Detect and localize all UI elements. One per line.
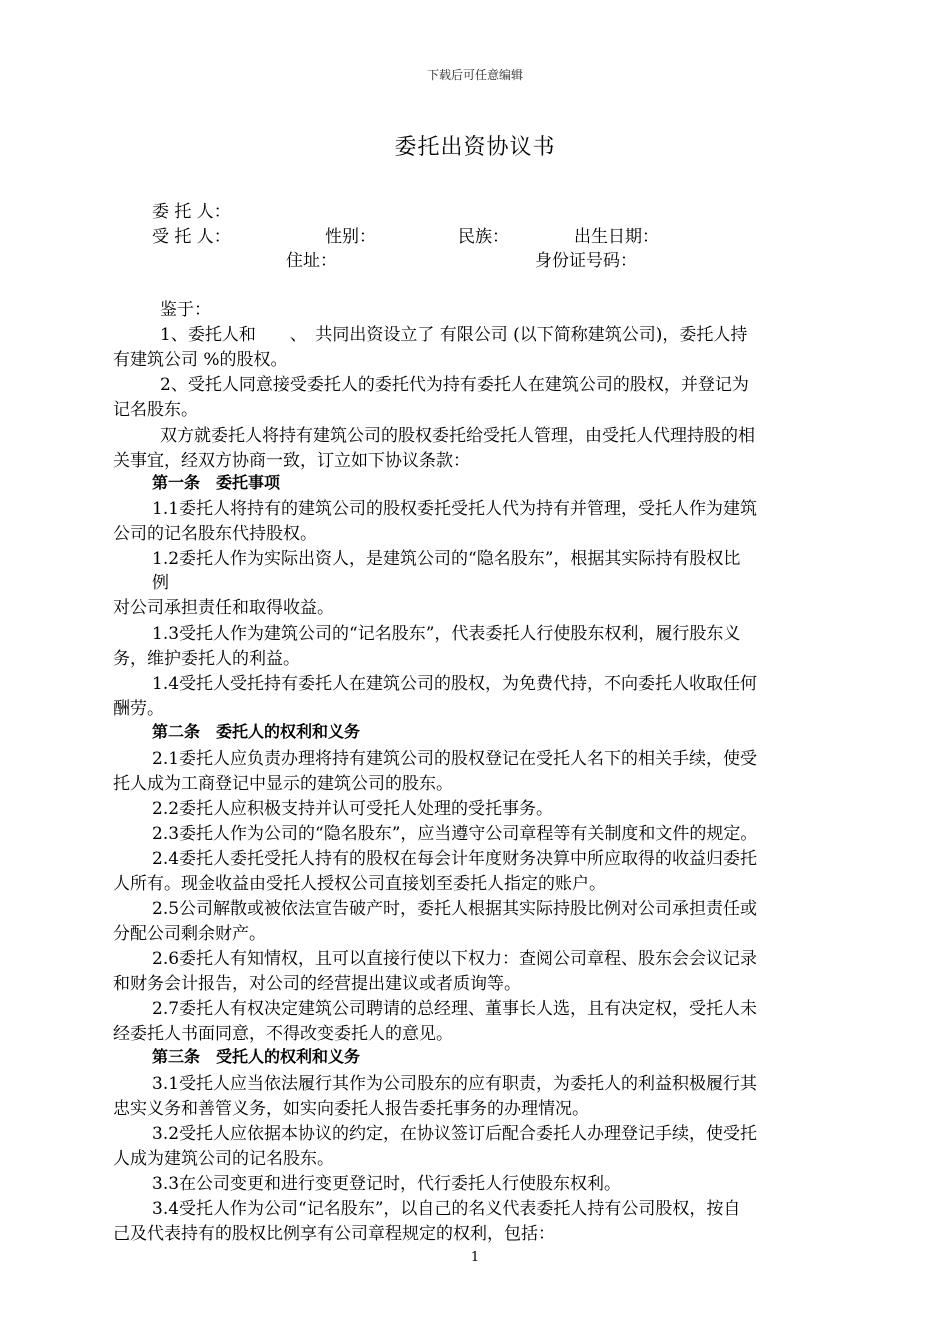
party-a-label: 委 托 人： bbox=[152, 202, 231, 222]
body-line: 人成为建筑公司的记名股东。 bbox=[113, 1149, 334, 1169]
body-line: 记名股东。 bbox=[113, 400, 198, 420]
body-line: 1、委托人和 、 共同出资设立了 有限公司 (以下简称建筑公司)，委托人持 bbox=[160, 325, 748, 345]
page-number: 1 bbox=[470, 1250, 480, 1265]
article-3-heading: 第三条 受托人的权利和义务 bbox=[152, 1047, 361, 1066]
birth-date-label: 出生日期： bbox=[574, 227, 659, 247]
gender-label: 性别： bbox=[325, 227, 376, 247]
body-line: 例 bbox=[152, 573, 169, 593]
body-line: 2.6委托人有知情权，且可以直接行使以下权力：查阅公司章程、股东会会议记录 bbox=[152, 949, 758, 969]
ethnicity-label: 民族： bbox=[458, 227, 509, 247]
body-line: 经委托人书面同意，不得改变委托人的意见。 bbox=[113, 1024, 453, 1044]
body-line: 对公司承担责任和取得收益。 bbox=[113, 598, 334, 618]
body-line: 人所有。现金收益由受托人授权公司直接划至委托人指定的账户。 bbox=[113, 874, 606, 894]
body-line: 分配公司剩余财产。 bbox=[113, 924, 266, 944]
article-1-heading: 第一条 委托事项 bbox=[152, 473, 281, 492]
body-line: 托人成为工商登记中显示的建筑公司的股东。 bbox=[113, 774, 453, 794]
body-line: 1.1委托人将持有的建筑公司的股权委托受托人代为持有并管理，受托人作为建筑 bbox=[152, 499, 758, 519]
body-line: 己及代表持有的股权比例享有公司章程规定的权利，包括： bbox=[113, 1224, 555, 1244]
body-line: 3.4受托人作为公司“记名股东”，以自己的名义代表委托人持有公司股权，按自 bbox=[152, 1199, 741, 1219]
party-b-label: 受 托 人： bbox=[152, 227, 231, 247]
body-line: 1.2委托人作为实际出资人，是建筑公司的“隐名股东”，根据其实际持有股权比 bbox=[152, 549, 741, 569]
id-number-label: 身份证号码： bbox=[535, 251, 637, 271]
whereas-label: 鉴于： bbox=[160, 300, 211, 320]
body-line: 2.3委托人作为公司的“隐名股东”，应当遵守公司章程等有关制度和文件的规定。 bbox=[152, 824, 758, 844]
body-line: 1.3受托人作为建筑公司的“记名股东”，代表委托人行使股东权利，履行股东义 bbox=[152, 624, 741, 644]
address-label: 住址： bbox=[286, 251, 337, 271]
body-line: 2.7委托人有权决定建筑公司聘请的总经理、董事长人选，且有决定权，受托人未 bbox=[152, 999, 758, 1019]
body-line: 3.2受托人应依据本协议的约定，在协议签订后配合委托人办理登记手续，使受托 bbox=[152, 1124, 758, 1144]
page-header-note: 下载后可任意编辑 bbox=[426, 68, 523, 82]
body-line: 务，维护委托人的利益。 bbox=[113, 649, 300, 669]
body-line: 3.1受托人应当依法履行其作为公司股东的应有职责，为委托人的利益积极履行其 bbox=[152, 1074, 758, 1094]
body-line: 公司的记名股东代持股权。 bbox=[113, 524, 317, 544]
body-line: 3.3在公司变更和进行变更登记时，代行委托人行使股东权利。 bbox=[152, 1174, 622, 1194]
body-line: 关事宜，经双方协商一致，订立如下协议条款： bbox=[113, 451, 470, 471]
article-2-heading: 第二条 委托人的权利和义务 bbox=[152, 722, 361, 741]
page-title: 委托出资协议书 bbox=[394, 135, 556, 160]
body-line: 2.2委托人应积极支持并认可受托人处理的受托事务。 bbox=[152, 799, 554, 819]
body-line: 双方就委托人将持有建筑公司的股权委托给受托人管理，由受托人代理持股的相 bbox=[160, 426, 755, 446]
body-line: 2、受托人同意接受委托人的委托代为持有委托人在建筑公司的股权，并登记为 bbox=[160, 375, 749, 395]
body-line: 和财务会计报告，对公司的经营提出建议或者质询等。 bbox=[113, 974, 521, 994]
body-line: 忠实义务和善管义务，如实向委托人报告委托事务的办理情况。 bbox=[113, 1099, 589, 1119]
body-line: 2.1委托人应负责办理将持有建筑公司的股权登记在受托人名下的相关手续，使受 bbox=[152, 749, 758, 769]
body-line: 2.4委托人委托受托人持有的股权在每会计年度财务决算中所应取得的收益归委托 bbox=[152, 849, 758, 869]
body-line: 酬劳。 bbox=[113, 699, 164, 719]
body-line: 1.4受托人受托持有委托人在建筑公司的股权，为免费代持，不向委托人收取任何 bbox=[152, 674, 758, 694]
body-line: 有建筑公司 %的股权。 bbox=[113, 350, 288, 370]
body-line: 2.5公司解散或被依法宣告破产时，委托人根据其实际持股比例对公司承担责任或 bbox=[152, 899, 758, 919]
